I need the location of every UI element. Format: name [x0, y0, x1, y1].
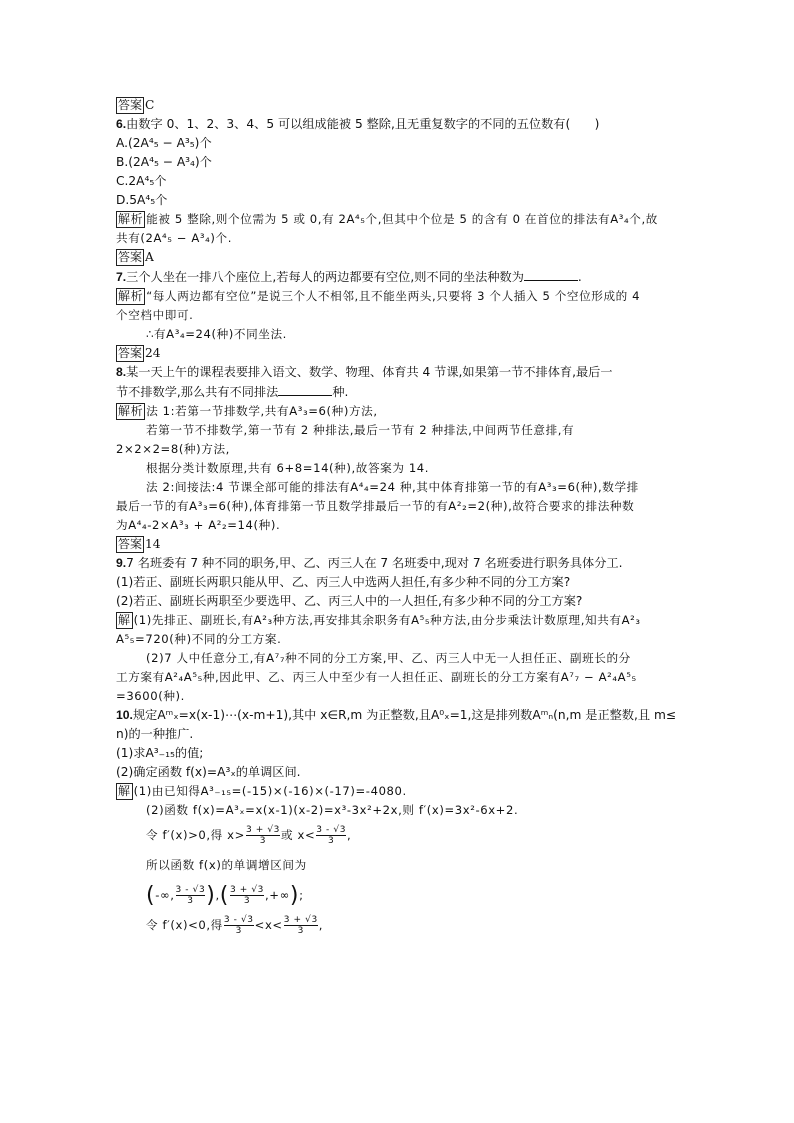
document-page — [116, 96, 682, 940]
fraction: $\frac{3 + √3}{3}$ — [245, 825, 280, 846]
solution-8-line-1 — [116, 402, 682, 421]
question-number: 6. — [116, 117, 127, 131]
option-d: D.5A⁴₅个 — [116, 193, 168, 207]
solution-9-line-4: 工方案有A²₄A⁵₅种,因此甲、乙、丙三人中至少有一人担任正、副班长的分工方案有A⁷₇ − A²₄A⁵₅ — [116, 670, 637, 684]
solution-8-line-5: 法 2:间接法:4 节课全部可能的排法有A⁴₄=24 种,其中体育排第一节的有A³₃=6(种),数学排 — [146, 480, 639, 494]
question-7-stem — [116, 267, 682, 287]
option-b: B.(2A⁴₅ − A³₄)个 — [116, 155, 212, 169]
fraction: $\frac{3 - √3}{3}$ — [316, 825, 347, 846]
answer-8-line — [116, 535, 682, 554]
question-text: 某一天上午的课程表要排入语文、数学、物理、体育共 4 节课,如果第一节不排体育,最后一 — [126, 365, 613, 379]
answer-6-line — [116, 248, 682, 267]
question-text: 节不排数学,那么共有不同排法 — [116, 385, 279, 399]
solution-7-line-2: 个空档中即可. — [116, 308, 194, 322]
question-9-stem-1 — [116, 554, 682, 573]
solution-8-line-6: 最后一节的有A³₃=6(种),体育排第一节且数学排最后一节的有A²₂=2(种),故符合要求的排法种数 — [116, 499, 635, 513]
solution-9-line-3: (2)7 人中任意分工,有A⁷₇种不同的分工方案,甲、乙、丙三人中无一人担任正、副班长的分 — [146, 651, 631, 665]
question-end: 种. — [332, 385, 349, 399]
solution-7-line-1 — [116, 287, 682, 306]
inequality-text: 令 f′(x)>0,得 x> — [146, 828, 245, 842]
solution-10-line-3: 令 f′(x)>0,得 x> $\frac{3 + √3}{3}$ 或 x< $\frac{3 - √3}{3}$ , — [146, 825, 352, 846]
answer-value: A — [145, 250, 154, 264]
answer-tag: 答案 — [118, 537, 143, 551]
question-8-stem-2 — [116, 382, 682, 402]
solution-10-line-4: 所以函数 f(x)的单调增区间为 — [146, 858, 307, 872]
answer-value: 24 — [145, 346, 161, 360]
solution-7-line-3: ∴有A³₄=24(种)不同坐法. — [146, 327, 287, 341]
answer-5-line — [116, 96, 682, 115]
question-number: 10. — [116, 708, 133, 722]
solution-text: 法 1:若第一节排数学,共有A³₃=6(种)方法, — [146, 404, 378, 418]
question-text: 三个人坐在一排八个座位上,若每人的两边都要有空位,则不同的坐法种数为 — [126, 270, 524, 284]
option-c: C.2A⁴₅个 — [116, 174, 167, 188]
solution-10-intervals: (-∞, $\frac{3 - √3}{3}$ ),( $\frac{3 + √3}{3}$ ,+∞); — [146, 883, 304, 908]
fill-blank — [278, 382, 332, 396]
solution-tag: 解 — [118, 784, 131, 798]
solution-8-line-3: 2×2×2=8(种)方法, — [116, 442, 230, 456]
solution-tag: 解析 — [118, 289, 144, 303]
solution-text: (1)由已知得A³₋₁₅=(-15)×(-16)×(-17)=-4080. — [133, 784, 407, 798]
question-text: 规定Aᵐₓ=x(x-1)⋯(x-m+1),其中 x∈R,m 为正整数,且A⁰ₓ=1,这是排列数Aᵐₙ(n,m 是正整数,且 m≤ — [132, 708, 677, 722]
fraction: $\frac{3 - √3}{3}$ — [175, 885, 206, 906]
solution-8-line-2: 若第一节不排数学,第一节有 2 种排法,最后一节有 2 种排法,中间两节任意排,有 — [146, 423, 575, 437]
solution-10-line-1 — [116, 782, 682, 801]
question-9-part-1: (1)若正、副班长两职只能从甲、乙、丙三人中选两人担任,有多少种不同的分工方案? — [116, 575, 571, 589]
option-a: A.(2A⁴₅ − A³₅)个 — [116, 136, 212, 150]
solution-6-line-2: 共有(2A⁴₅ − A³₄)个. — [116, 231, 233, 245]
question-text: 7 名班委有 7 种不同的职务,甲、乙、丙三人在 7 名班委中,现对 7 名班委进行职务具体分工. — [126, 556, 623, 570]
inequality-text: 令 f′(x)<0,得 — [146, 918, 223, 932]
question-text: 由数字 0、1、2、3、4、5 可以组成能被 5 整除,且无重复数字的不同的五位数有( ) — [126, 117, 600, 131]
inequality-text: 或 x< — [281, 828, 316, 842]
solution-9-line-2: A⁵₅=720(种)不同的分工方案. — [116, 632, 282, 646]
solution-tag: 解 — [118, 613, 131, 627]
question-9-part-2: (2)若正、副班长两职至少要选甲、乙、丙三人中的一人担任,有多少种不同的分工方案? — [116, 594, 583, 608]
question-end: . — [577, 270, 582, 284]
answer-value: C — [145, 98, 155, 112]
question-number: 8. — [116, 365, 127, 379]
solution-text: “每人两边都有空位”是说三个人不相邻,且不能坐两头,只要将 3 个人插入 5 个空位形成的 4 — [146, 289, 641, 303]
fraction: $\frac{3 + √3}{3}$ — [229, 885, 265, 906]
answer-tag: 答案 — [118, 250, 143, 264]
question-10-stem-2: n)的一种推广. — [116, 727, 194, 741]
answer-tag: 答案 — [118, 98, 143, 112]
question-10-part-1: (1)求A³₋₁₅的值; — [116, 746, 204, 760]
solution-8-line-4: 根据分类计数原理,共有 6+8=14(种),故答案为 14. — [146, 461, 430, 475]
solution-10-line-2: (2)函数 f(x)=A³ₓ=x(x-1)(x-2)=x³-3x²+2x,则 f′(x)=3x²-6x+2. — [146, 803, 519, 817]
question-number: 7. — [116, 270, 127, 284]
answer-value: 14 — [145, 537, 161, 551]
fraction: $\frac{3 + √3}{3}$ — [283, 915, 318, 936]
answer-7-line — [116, 344, 682, 363]
question-10-stem-1 — [116, 706, 682, 725]
question-8-stem-1 — [116, 363, 682, 382]
solution-text: (1)先排正、副班长,有A²₃种方法,再安排其余职务有A⁵₅种方法,由分步乘法计数原理,知共有A²₃ — [133, 613, 641, 627]
fraction: $\frac{3 - √3}{3}$ — [223, 915, 254, 936]
solution-9-line-1 — [116, 611, 682, 630]
fill-blank — [524, 267, 578, 281]
solution-tag: 解析 — [118, 404, 144, 418]
answer-tag: 答案 — [118, 346, 143, 360]
question-10-part-2: (2)确定函数 f(x)=A³ₓ的单调区间. — [116, 765, 301, 779]
solution-tag: 解析 — [118, 212, 144, 226]
solution-8-line-7: 为A⁴₄-2×A³₃ + A²₂=14(种). — [116, 518, 281, 532]
solution-text: 能被 5 整除,则个位需为 5 或 0,有 2A⁴₅个,但其中个位是 5 的含有 0 在首位的排法有A³₄个,故 — [146, 212, 658, 226]
solution-6-line-1 — [116, 210, 682, 229]
solution-9-line-5: =3600(种). — [116, 689, 185, 703]
question-6-stem — [116, 115, 682, 134]
solution-10-line-6: 令 f′(x)<0,得 $\frac{3 - √3}{3}$ <x< $\frac{3 + √3}{3}$ , — [146, 915, 324, 936]
question-number: 9. — [116, 556, 127, 570]
